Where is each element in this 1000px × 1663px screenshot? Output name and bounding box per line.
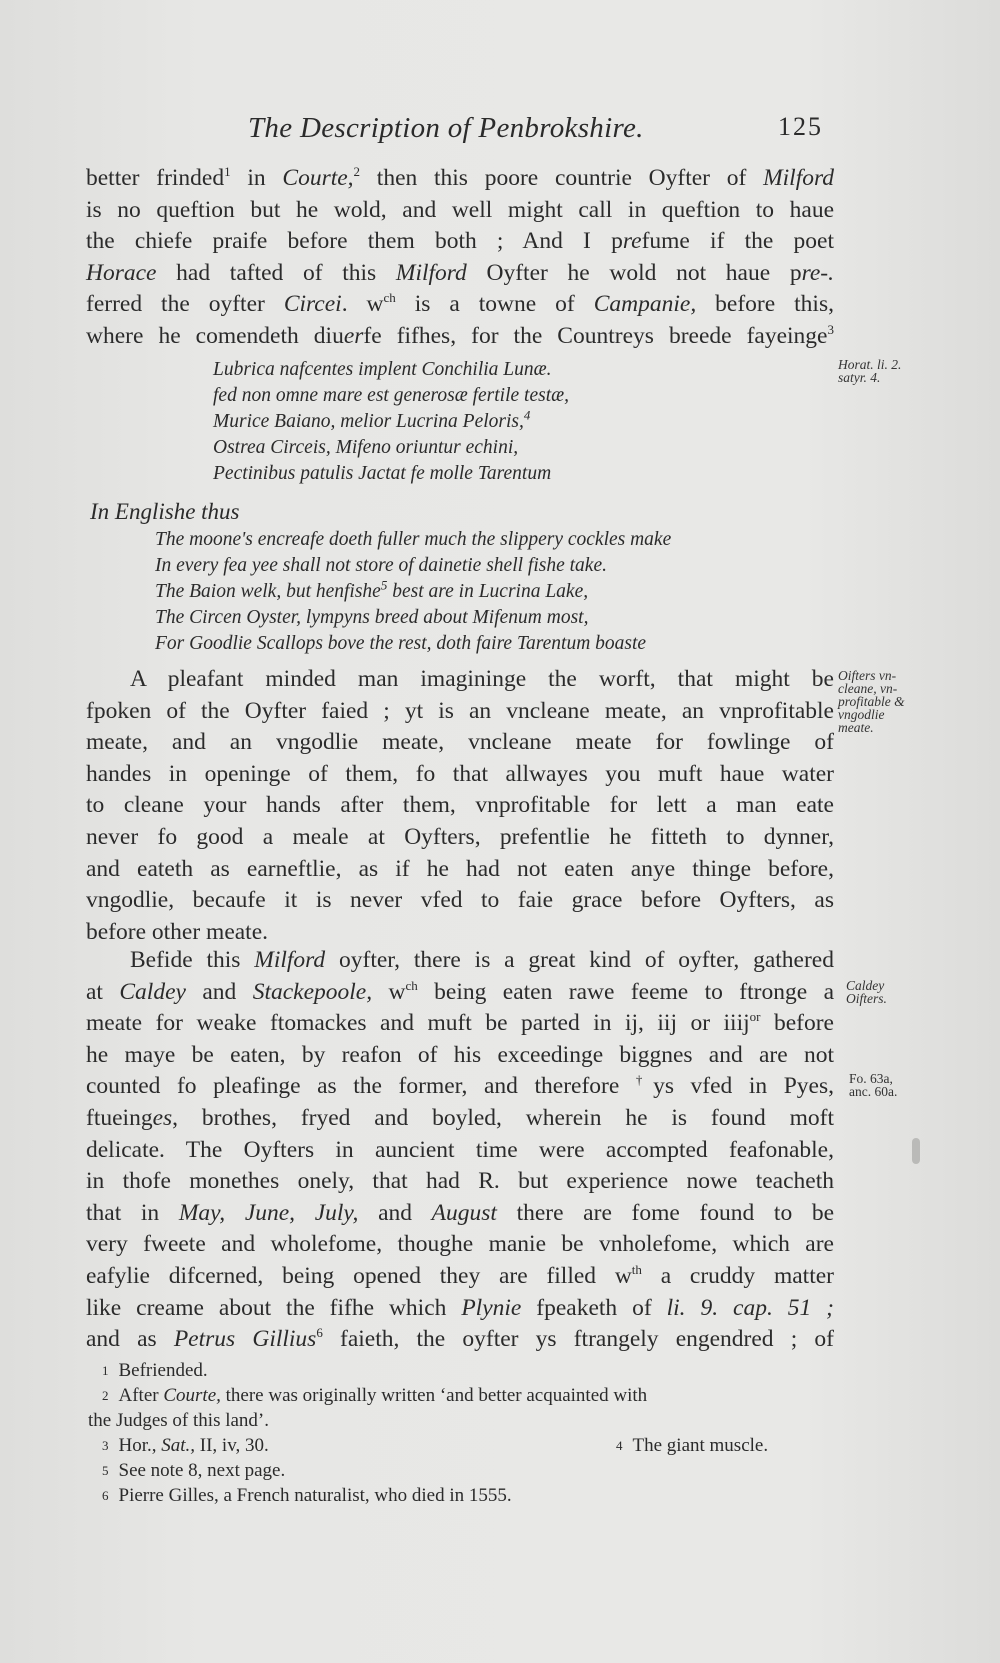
text-line: at Caldey and Stackepoole, $w^{ch}$ being eaten rawe feeme to ftronge a <box>86 977 834 1005</box>
text-line: eafylie difcerned, being opened they are filled $w^{th}$ a cruddy matter <box>86 1262 834 1289</box>
latin-verse <box>213 357 569 487</box>
verse-line: The Baion welk, but henfishe$^5$ best are in Lucrina Lake, <box>155 577 589 602</box>
margin-note-horat: Horat. li. 2. satyr. 4. <box>838 357 902 385</box>
margin-note-caldey: Caldey Oifters. <box>846 978 887 1006</box>
text-line: like creame about the fifhe which Plynie fpeaketh of li. 9. cap. 51 ; <box>86 1294 834 1321</box>
text-line: handes in openinge of them, fo that allwayes you muft haue water <box>86 760 834 787</box>
verse-line: The moone's encreafe doeth fuller much the slippery cockles make <box>155 529 672 550</box>
verse-line: Pectinibus patulis Jactat fe molle Tarentum <box>213 463 552 484</box>
text-line: meate, and an vngodlie meate, vncleane meate for fowlinge of <box>86 729 834 756</box>
margin-note-folio: Fo. 63a, anc. 60a. <box>849 1071 898 1099</box>
text-line: and eateth as earneftlie, as if he had not eaten anye thinge before, <box>86 855 834 882</box>
footnote-2-cont: the Judges of this land’. <box>88 1410 270 1431</box>
text-line: better frinded$^1$ in Courte,$^2$ then this poore countrie Oyfter of Milford <box>86 164 835 191</box>
footnote-4: $^4$ The giant muscle. <box>616 1435 769 1456</box>
text-line: very fweete and wholefome, thoughe manie be vnholefome, which are <box>86 1231 834 1258</box>
english-verse <box>155 527 671 657</box>
text-line: never fo good a meale at Oyfters, prefentlie he fitteth to dynner, <box>86 823 834 850</box>
verse-line: In every fea yee shall not store of dainetie shell fishe take. <box>155 555 607 576</box>
paragraph-2 <box>86 664 834 948</box>
text-line: fpoken of the Oyfter faied ; yt is an vncleane meate, an vnprofitable <box>86 697 834 724</box>
text-line: delicate. The Oyfters in auncient time were accompted feafonable, <box>86 1136 834 1163</box>
text-line: that in May, June, July, and August there are fome found to be <box>86 1199 835 1226</box>
text-line: Befide this Milford oyfter, there is a great kind of oyfter, gathered <box>130 947 834 973</box>
page-smudge <box>912 1138 920 1164</box>
text-line: meate for weake ftomackes and muft be parted in ij, iij or iiij$^{or}$ before <box>86 1009 834 1037</box>
verse-line: For Goodlie Scallops bove the rest, doth faire Tarentum boaste <box>155 633 647 654</box>
text-line: he maye be eaten, by reafon of his exceedinge biggnes and are not <box>86 1041 834 1068</box>
text-line: and as Petrus Gillius$^6$ faieth, the oyfter ys ftrangely engendred ; of <box>86 1325 834 1353</box>
english-heading: In Englishe thus <box>90 499 240 524</box>
running-header <box>0 108 1000 148</box>
verse-line: Lubrica nafcentes implent Conchilia Lunæ. <box>213 359 552 380</box>
text-line: is no queftion but he wold, and well might call in queftion to haue <box>86 196 834 223</box>
text-line: Horace had tafted of this Milford Oyfter he wold not haue pre-. <box>86 259 834 286</box>
verse-line: Murice Baiano, melior Lucrina Peloris,$^4$ <box>213 407 531 432</box>
running-title: The Description of Penbrokshire. <box>248 112 644 144</box>
text-line: where he comendeth diuerfe fifhes, for the Countreys breede fayeinge$^3$ <box>86 322 834 349</box>
text-line: counted fo pleafinge as the former, and therefore †ys vfed in Pyes, <box>86 1072 835 1100</box>
text-line: the chiefe praife before them both ; And I prefume if the poet <box>86 228 834 255</box>
verse-line: The Circen Oyster, lympyns breed about Mifenum most, <box>155 607 589 628</box>
footnote-2: $^2$ After Courte, there was originally written ‘and better acquainted with <box>102 1385 648 1406</box>
footnote-3: $^3$ Hor., Sat., II, iv, 30. <box>102 1435 269 1456</box>
footnote-5: $^5$ See note 8, next page. <box>102 1460 286 1481</box>
margin-note-oysters: Oifters vn- cleane, vn- profitable & vngodlie meate. <box>838 668 905 735</box>
text-line: to cleane your hands after them, vnprofitable for lett a man eate <box>86 792 834 819</box>
page-number: 125 <box>778 112 823 141</box>
text-line: A pleafant minded man imagininge the worft, that might be <box>130 666 834 692</box>
verse-line: Ostrea Circeis, Mifeno oriuntur echini, <box>213 437 519 458</box>
text-line: ftueinges, brothes, fryed and boyled, wherein he is found moft <box>86 1104 834 1131</box>
paragraph-3 <box>86 945 834 1356</box>
text-line: ferred the oyfter Circei. $w^{ch}$ is a towne of Campanie, before this, <box>86 290 834 318</box>
footnote-6: $^6$ Pierre Gilles, a French naturalist, who died in 1555. <box>102 1485 512 1506</box>
paragraph-1 <box>86 163 834 353</box>
verse-line: fed non omne mare est generosæ fertile testæ, <box>213 385 569 406</box>
text-line: in thofe monethes onely, that had R. but experience nowe teacheth <box>86 1168 834 1195</box>
text-line: before other meate. <box>86 918 269 945</box>
footnote-1: $^1$ Befriended. <box>102 1360 208 1381</box>
text-line: vngodlie, becaufe it is never vfed to faie grace before Oyfters, as <box>86 887 834 914</box>
